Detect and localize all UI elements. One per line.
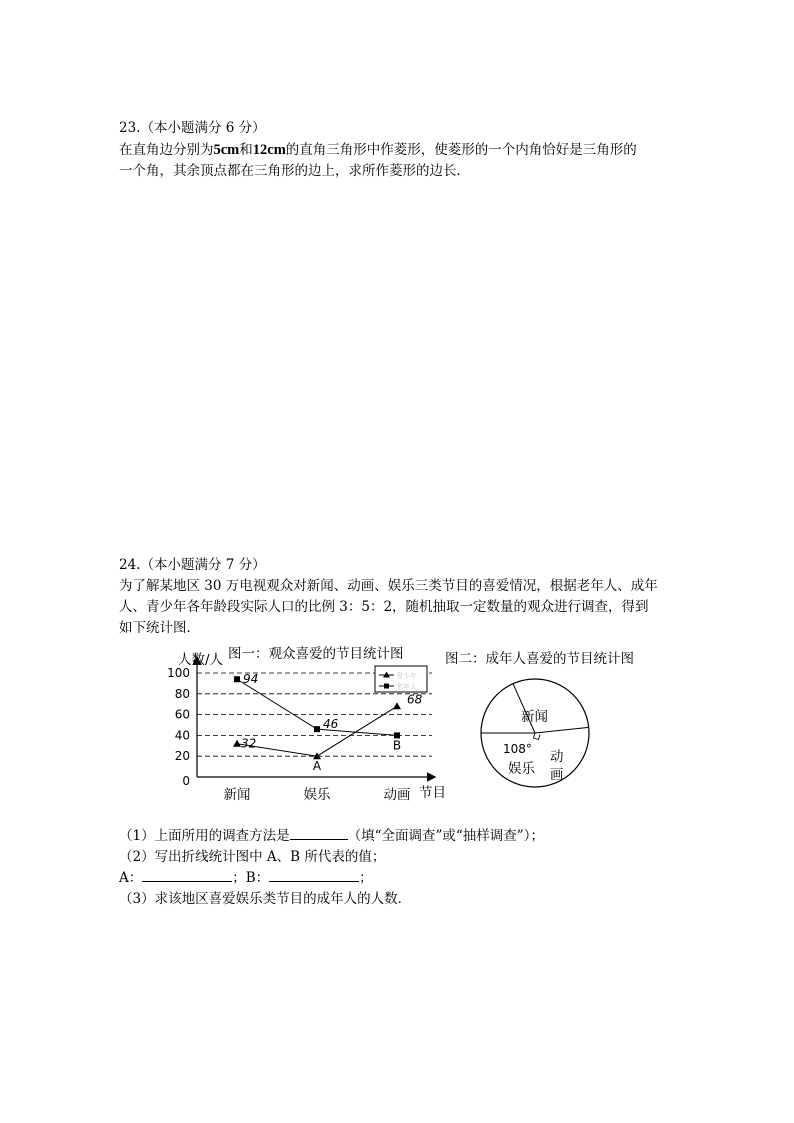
sub-question-2-answers — [119, 868, 373, 888]
q23-line1-post: 的直角三角形中作菱形，使菱形的一个内角恰好是三角形的 — [285, 142, 637, 158]
y-tick-label: 100 — [167, 666, 190, 680]
answer-label-b: ；B： — [232, 870, 270, 886]
answer-label-a: A： — [119, 870, 143, 886]
x-category-layer — [224, 786, 411, 803]
data-point-triangle — [393, 702, 401, 709]
y-tick-label: 80 — [174, 686, 190, 701]
q24-intro-2: 人、青少年各年龄段实际人口的比例 3：5：2，随机抽取一定数量的观众进行调查，得到 — [119, 599, 649, 615]
y-tick-label: 0 — [182, 774, 190, 788]
line-chart — [160, 640, 450, 810]
pie-label-anim-1: 动 — [550, 749, 564, 765]
data-label: 32 — [241, 736, 257, 751]
data-label: 94 — [243, 672, 259, 687]
pie-chart-title: 图二：成年人喜爱的节目统计图 — [445, 651, 634, 667]
y-tick-layer — [167, 666, 190, 788]
answer-end: ； — [359, 870, 373, 886]
data-label: A — [312, 759, 322, 774]
data-label: 46 — [323, 717, 339, 732]
q24-intro-1: 为了解某地区 30 万电视观众对新闻、动画、娱乐三类节目的喜爱情况，根据老年人、成年 — [119, 578, 658, 594]
q23-header: 23.（本小题满分 6 分） — [119, 120, 266, 136]
sub1-pre: （1）上面所用的调查方法是 — [119, 828, 290, 844]
pie-label-ent: 娱乐 — [508, 761, 535, 777]
sub-question-1 — [119, 826, 544, 846]
y-axis-label: 人数/人 — [178, 652, 224, 668]
q23-line1-pre: 在直角边分别为 — [119, 142, 214, 158]
q23-line1 — [119, 140, 637, 160]
data-label: 68 — [407, 692, 423, 707]
legend-square-icon — [384, 684, 389, 689]
sub1-post: （填“全面调查”或“抽样调查”）； — [347, 828, 544, 844]
pie-label-anim-2: 画 — [550, 767, 564, 783]
q23-and: 和 — [239, 142, 253, 158]
sub-question-3: （3）求该地区喜爱娱乐类节目的成年人的人数． — [119, 891, 412, 907]
x-category-label: 新闻 — [223, 787, 251, 803]
x-category-label: 动画 — [383, 787, 411, 803]
q23-side-a: 5cm — [213, 142, 240, 158]
y-tick-label: 60 — [174, 707, 190, 722]
y-tick-label: 20 — [174, 749, 190, 764]
data-point-square — [234, 676, 240, 682]
legend-series-1: 青少年 — [396, 672, 417, 680]
answer-blank-a[interactable] — [142, 868, 232, 882]
line-chart-title: 图一：观众喜爱的节目统计图 — [228, 646, 404, 662]
x-category-label: 娱乐 — [303, 787, 331, 803]
data-label: B — [392, 738, 402, 753]
chart-legend — [375, 666, 427, 692]
q24-intro-3: 如下统计图． — [119, 620, 200, 636]
legend-series-2: 老年人 — [396, 683, 417, 691]
y-tick-label: 40 — [174, 728, 190, 743]
data-point-triangle — [233, 740, 241, 747]
pie-label-news: 新闻 — [521, 709, 548, 725]
q24-header: 24.（本小题满分 7 分） — [119, 557, 266, 573]
q23-side-b: 12cm — [252, 142, 286, 158]
q23-line2: 一个角，其余顶点都在三角形的边上，求所作菱形的边长． — [119, 163, 470, 179]
answer-blank-b[interactable] — [269, 868, 359, 882]
sub-question-2: （2）写出折线统计图中 A、B 所代表的值； — [119, 849, 386, 865]
answer-blank-1[interactable] — [290, 826, 348, 840]
data-point-square — [314, 726, 320, 732]
pie-angle-label: 108° — [503, 742, 532, 756]
pie-chart — [440, 640, 660, 800]
x-axis-label: 节目 — [419, 785, 446, 801]
